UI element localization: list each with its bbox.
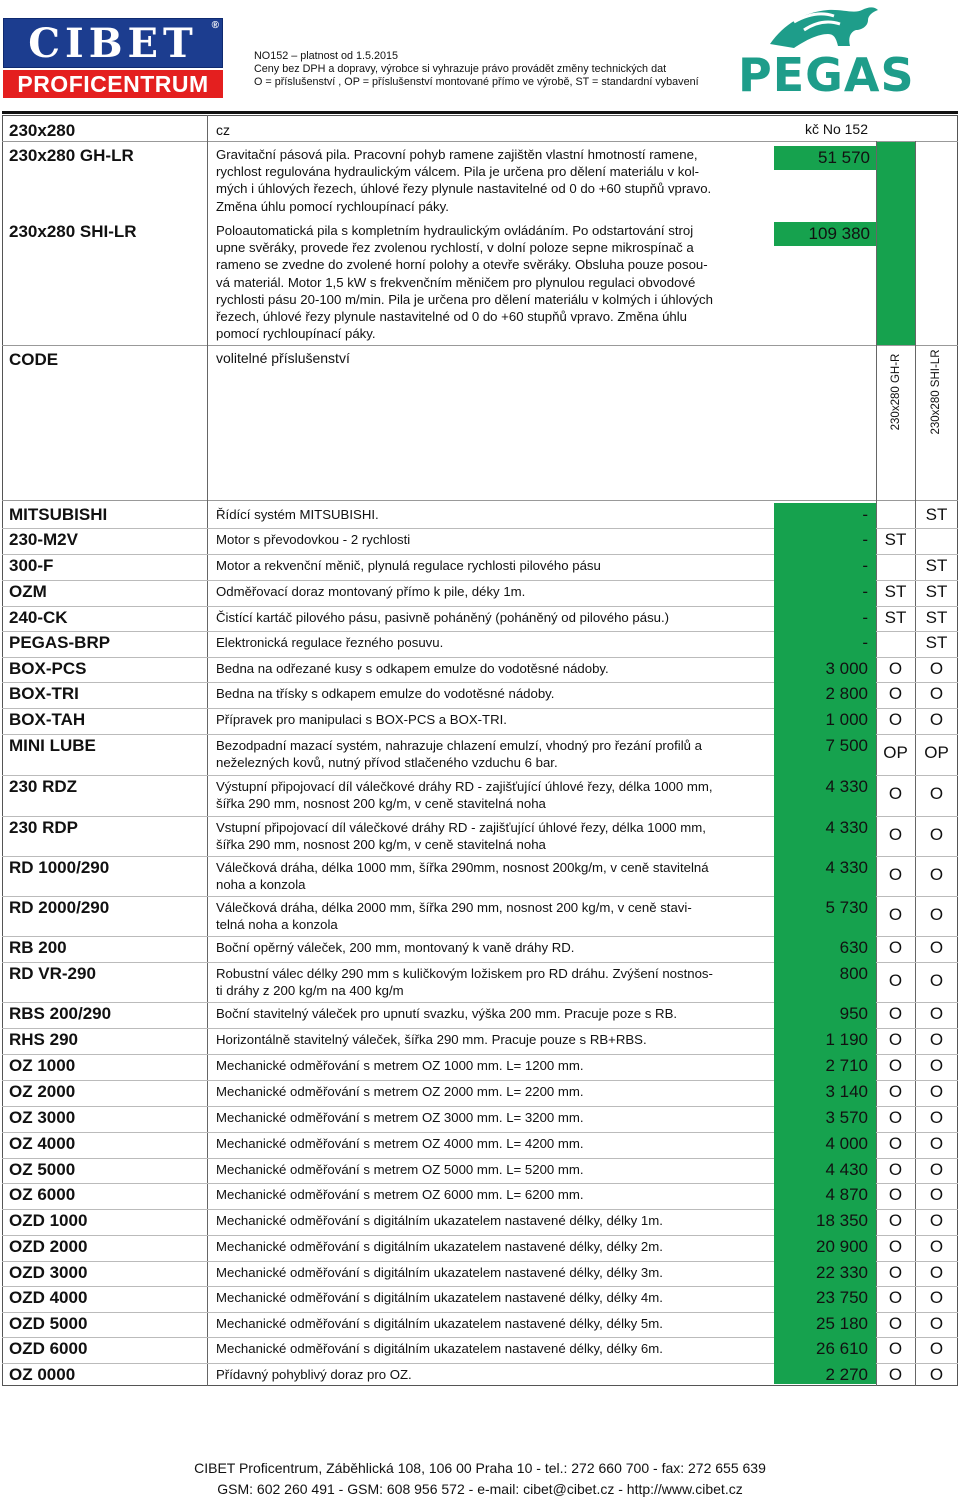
accessory-price: 950 xyxy=(839,1004,868,1023)
accessory-description xyxy=(216,557,601,574)
accessory-description-line: telná noha a konzola xyxy=(216,917,338,933)
accessory-code: OZ 1000 xyxy=(9,1056,76,1075)
shi-availability: O xyxy=(929,1314,944,1333)
accessory-price: 3 000 xyxy=(825,659,868,678)
accessory-description xyxy=(216,965,713,999)
accessory-code: OZM xyxy=(9,582,47,601)
accessory-price: 4 330 xyxy=(825,858,868,877)
accessory-code: OZ 0000 xyxy=(9,1365,76,1384)
accessory-description xyxy=(216,1238,663,1255)
accessory-code: OZ 3000 xyxy=(9,1108,76,1127)
accessory-code: OZD 4000 xyxy=(9,1288,88,1307)
language-label: cz xyxy=(216,122,230,138)
accessory-description-line: Mechanické odměřování s metrem OZ 1000 mm. L= 1200 mm. xyxy=(216,1058,584,1073)
accessory-code: MITSUBISHI xyxy=(9,505,108,524)
accessory-price: 18 350 xyxy=(816,1211,868,1230)
top-rule xyxy=(2,111,958,114)
accessory-description-line: Vstupní připojovací díl válečkové dráhy RD - zajišťující úhlové řezy, délka 1000 mm, xyxy=(216,820,706,835)
gh-availability: O xyxy=(888,1108,903,1127)
currency-label: kč No 152 xyxy=(804,121,868,137)
accessory-description-line: Elektronická regulace řezného posuvu. xyxy=(216,635,444,650)
accessory-description xyxy=(216,1109,584,1126)
accessory-description xyxy=(216,939,574,956)
accessory-description-line: Motor s převodovkou - 2 rychlosti xyxy=(216,532,411,547)
gh-availability: O xyxy=(888,1030,903,1049)
accessory-code: OZD 1000 xyxy=(9,1211,88,1230)
accessory-code: RBS 200/290 xyxy=(9,1004,112,1023)
accessory-code: 230 RDZ xyxy=(9,777,78,796)
shi-availability: O xyxy=(929,1211,944,1230)
accessory-price: 1 190 xyxy=(825,1030,868,1049)
accessory-code: OZD 3000 xyxy=(9,1263,88,1282)
gh-availability: O xyxy=(888,971,903,990)
shi-availability: O xyxy=(929,1056,944,1075)
header-note-3: O = příslušenství , OP = příslušenství montované přímo ve výrobě, ST = standardní vybavení xyxy=(254,76,699,89)
accessory-description-line: Boční stavitelný váleček pro upnutí svazku, výška 200 mm. Pracuje poze s RB. xyxy=(216,1006,678,1021)
proficentrum-text: PROFICENTRUM xyxy=(17,70,209,97)
gh-availability: O xyxy=(888,1160,903,1179)
accessory-price: 26 610 xyxy=(816,1339,868,1358)
gh-availability: O xyxy=(888,1211,903,1230)
horse-head-icon xyxy=(764,4,884,52)
accessory-code: PEGAS-BRP xyxy=(9,633,111,652)
accessory-code: 230 RDP xyxy=(9,818,78,837)
accessory-description-line: Motor a rekvenční měnič, plynulá regulace rychlosti pilového pásu xyxy=(216,558,601,573)
col-line-code xyxy=(207,115,208,1386)
accessory-description xyxy=(216,1289,663,1306)
accessory-code: 300-F xyxy=(9,556,54,575)
accessory-price: 2 800 xyxy=(825,684,868,703)
shi-availability: ST xyxy=(925,556,948,575)
accessory-price: 25 180 xyxy=(816,1314,868,1333)
accessory-price: - xyxy=(862,633,868,652)
code-head-divider xyxy=(2,500,958,501)
shi-availability: O xyxy=(929,1108,944,1127)
gh-availability: O xyxy=(888,1339,903,1358)
model-heading: 230x280 xyxy=(9,121,76,140)
accessory-description-line: Čistící kartáč pilového pásu, pasivně poháněný (poháněný od pilového pásu.) xyxy=(216,610,670,625)
accessory-description-line: Bedna na třísky s odkapem emulze do vodotěsné nádoby. xyxy=(216,686,555,701)
machine-code: 230x280 SHI-LR xyxy=(9,222,137,241)
cibet-logo xyxy=(3,18,223,98)
accessory-code: OZ 4000 xyxy=(9,1134,76,1153)
accessory-description-line: Bezodpadní mazací systém, nahrazuje chlazení emulzí, vhodný pro řezání profilů a xyxy=(216,738,702,753)
accessory-price: - xyxy=(862,556,868,575)
shi-availability: O xyxy=(929,905,944,924)
accessory-description-line: Řídící systém MITSUBISHI. xyxy=(216,507,379,522)
col-heading-shi xyxy=(916,349,956,435)
gh-availability: O xyxy=(888,1004,903,1023)
accessory-code: BOX-TAH xyxy=(9,710,86,729)
registered-mark-icon: ® xyxy=(211,20,219,31)
accessory-description xyxy=(216,1186,584,1203)
header-note-2: Ceny bez DPH a dopravy, výrobce si vyhrazuje právo provádět změny technických dat xyxy=(254,63,667,76)
shi-availability: O xyxy=(929,1237,944,1256)
accessory-price: 4 330 xyxy=(825,818,868,837)
gh-availability: ST xyxy=(884,608,907,627)
shi-availability: O xyxy=(929,1134,944,1153)
gh-column-fill xyxy=(876,141,915,345)
accessory-description-line: Mechanické odměřování s digitálním ukazatelem nastavené délky, délky 4m. xyxy=(216,1290,663,1305)
gh-availability: O xyxy=(888,1314,903,1333)
header-notes xyxy=(254,50,699,90)
accessory-description-line: noha a konzola xyxy=(216,877,306,893)
machine-description-line: pomocí rychloupínací páky. xyxy=(216,326,376,342)
accessory-description-line: Odměřovací doraz montovaný přímo k pile, déky 1m. xyxy=(216,584,526,599)
accessory-description-line: Bedna na odřezané kusy s odkapem emulze do vodotěsné nádoby. xyxy=(216,661,609,676)
accessory-price: 4 430 xyxy=(825,1160,868,1179)
footer-contacts: GSM: 602 260 491 - GSM: 608 956 572 - e-mail: cibet@cibet.cz - http://www.cibet.cz xyxy=(217,1481,743,1497)
accessory-description xyxy=(216,711,507,728)
machine-price: 109 380 xyxy=(774,222,876,246)
accessory-description xyxy=(216,1083,584,1100)
accessory-code: OZD 2000 xyxy=(9,1237,88,1256)
machine-description-line: vá materiál. Motor 1,5 kW s frekvenčním měničem pro plynulou regulaci obvodové xyxy=(216,274,696,290)
accessory-price: - xyxy=(862,505,868,524)
accessory-code: MINI LUBE xyxy=(9,736,96,755)
gh-availability: O xyxy=(888,865,903,884)
accessory-description xyxy=(216,1340,663,1357)
accessory-description-line: Mechanické odměřování s digitálním ukazatelem nastavené délky, délky 2m. xyxy=(216,1239,663,1254)
accessory-description-line: Boční opěrný váleček, 200 mm, montovaný k vaně dráhy RD. xyxy=(216,940,575,955)
accessory-price: 5 730 xyxy=(825,898,868,917)
accessory-description xyxy=(216,634,443,651)
col-heading-gh-label: 230x280 GH-R xyxy=(890,353,902,431)
accessory-code: RD 1000/290 xyxy=(9,858,110,877)
accessory-description-line: Přídavný pohyblivý doraz pro OZ. xyxy=(216,1367,412,1382)
accessory-price: 4 870 xyxy=(825,1185,868,1204)
optional-accessories-heading: volitelné příslušenství xyxy=(216,350,350,366)
gh-availability: ST xyxy=(884,582,907,601)
accessory-description-line: neželezných kovů, nutný přívod stlačeného vzduchu 6 bar. xyxy=(216,755,558,771)
accessory-description xyxy=(216,660,609,677)
accessory-description-line: Robustní válec délky 290 mm s kuličkovým ložiskem pro RD dráhu. Zvýšení nostnos- xyxy=(216,966,713,981)
shi-availability: O xyxy=(929,865,944,884)
gh-availability: O xyxy=(888,1237,903,1256)
accessory-code: OZD 6000 xyxy=(9,1339,88,1358)
gh-availability: O xyxy=(888,938,903,957)
gh-availability: O xyxy=(888,825,903,844)
accessory-code: RB 200 xyxy=(9,938,67,957)
shi-availability: O xyxy=(929,1004,944,1023)
gh-availability: O xyxy=(888,1288,903,1307)
accessory-code: RHS 290 xyxy=(9,1030,78,1049)
shi-availability: O xyxy=(929,1185,944,1204)
shi-availability: ST xyxy=(925,505,948,524)
accessory-description-line: šířka 290 mm, nosnost 200 kg/m, v ceně stavitelná noha xyxy=(216,796,546,812)
gh-availability: O xyxy=(888,710,903,729)
shi-availability: O xyxy=(929,659,944,678)
gh-availability: O xyxy=(888,1056,903,1075)
machine-description-line: Gravitační pásová pila. Pracovní pohyb ramene zajištěn vlastní hmotností ramene, xyxy=(216,147,698,162)
shi-availability: O xyxy=(929,938,944,957)
accessory-price: 1 000 xyxy=(825,710,868,729)
accessory-price: 22 330 xyxy=(816,1263,868,1282)
accessory-price: - xyxy=(862,530,868,549)
accessory-description-line: Horizontálně stavitelný váleček, šířka 290 mm. Pracuje pouze s RB+RBS. xyxy=(216,1032,647,1047)
accessory-price: - xyxy=(862,582,868,601)
machine-description-line: mých i úhlových řezech, úhlové řezy plynule nastavitelné od 0 do +60 stupňů vpravo. xyxy=(216,181,712,197)
accessory-price: 4 330 xyxy=(825,777,868,796)
machine-description-line: Změna úhlu pomocí rychloupínací páky. xyxy=(216,198,449,214)
gh-availability: O xyxy=(888,684,903,703)
gh-availability: O xyxy=(888,1185,903,1204)
gh-availability: O xyxy=(888,1082,903,1101)
accessory-description-line: Mechanické odměřování s metrem OZ 3000 mm. L= 3200 mm. xyxy=(216,1110,584,1125)
accessory-description xyxy=(216,1315,663,1332)
accessory-description xyxy=(216,506,379,523)
machine-description xyxy=(216,146,711,215)
accessory-description-line: Mechanické odměřování s digitálním ukazatelem nastavené délky, délky 6m. xyxy=(216,1341,663,1356)
accessory-description xyxy=(216,737,702,771)
shi-availability: O xyxy=(929,825,944,844)
footer-address: CIBET Proficentrum, Záběhlická 108, 106 00 Praha 10 - tel.: 272 660 700 - fax: 272 655 639 xyxy=(194,1460,766,1476)
shi-availability: ST xyxy=(925,608,948,627)
machine-description-line: rychlost regulována hydraulickým válcem. Pila je určena pro dělení materiálu v kol- xyxy=(216,164,700,180)
accessory-code: OZD 5000 xyxy=(9,1314,88,1333)
accessory-price: 23 750 xyxy=(816,1288,868,1307)
accessory-description xyxy=(216,1005,677,1022)
accessory-description xyxy=(216,609,669,626)
accessory-description-line: Výstupní připojovací díl válečkové dráhy RD - zajišťující úhlové řezy, délka 1000 mm, xyxy=(216,779,713,794)
machine-description-line: Poloautomatická pila s kompletním hydraulickým ovládáním. Po odstartování stroj xyxy=(216,223,694,238)
machine-description-line: rameno se zvedne do zvolené horní polohy a otevře svěráky. Obsluha pouze posou- xyxy=(216,257,708,273)
shi-availability: O xyxy=(929,784,944,803)
cibet-logo-bottom xyxy=(3,70,223,98)
gh-availability: O xyxy=(888,1365,903,1384)
accessory-description xyxy=(216,819,706,853)
accessory-description-line: ti dráhy z 200 kg/m na 400 kg/m xyxy=(216,983,404,999)
accessory-code: OZ 5000 xyxy=(9,1160,76,1179)
accessory-description xyxy=(216,1212,663,1229)
shi-availability: O xyxy=(929,684,944,703)
accessory-price: - xyxy=(862,608,868,627)
accessory-description-line: Válečková dráha, délka 2000 mm, šířka 290 mm, nosnost 200 kg/m, v ceně stavi- xyxy=(216,900,692,915)
accessory-price: 800 xyxy=(839,964,868,983)
machine-description-line: řezech, úhlové řezy plynule nastavitelné od 0 do +60 stupňů vpravo. Změna úhlu xyxy=(216,309,688,325)
gh-availability: O xyxy=(888,905,903,924)
accessory-code: BOX-PCS xyxy=(9,659,87,678)
accessory-description-line: Mechanické odměřování s metrem OZ 4000 mm. L= 4200 mm. xyxy=(216,1136,584,1151)
col-heading-gh xyxy=(876,352,916,432)
accessory-price: 4 000 xyxy=(825,1134,868,1153)
shi-availability: O xyxy=(929,971,944,990)
accessory-description xyxy=(216,859,709,893)
accessory-price: 3 570 xyxy=(825,1108,868,1127)
gh-availability: ST xyxy=(884,530,907,549)
pegas-logo xyxy=(738,4,956,102)
shi-availability: O xyxy=(929,1160,944,1179)
accessory-description-line: Mechanické odměřování s digitálním ukazatelem nastavené délky, délky 3m. xyxy=(216,1265,663,1280)
accessory-description xyxy=(216,1161,584,1178)
code-heading: CODE xyxy=(9,350,59,369)
accessory-code: 230-M2V xyxy=(9,530,78,549)
accessory-price: 630 xyxy=(839,938,868,957)
accessory-description-line: Válečková dráha, délka 1000 mm, šířka 290mm, nosnost 200kg/m, v ceně stavitelná xyxy=(216,860,709,875)
accessory-code: RD VR-290 xyxy=(9,964,96,983)
machine-code: 230x280 GH-LR xyxy=(9,146,134,165)
gh-availability: O xyxy=(888,1263,903,1282)
accessory-price: 2 710 xyxy=(825,1056,868,1075)
accessory-price: 20 900 xyxy=(816,1237,868,1256)
cibet-logo-top xyxy=(3,18,223,68)
accessory-description-line: Přípravek pro manipulaci s BOX-PCS a BOX-TRI. xyxy=(216,712,507,727)
shi-availability: O xyxy=(929,1365,944,1384)
accessory-description-line: Mechanické odměřování s metrem OZ 2000 mm. L= 2200 mm. xyxy=(216,1084,584,1099)
cibet-logo-text: CIBET xyxy=(28,19,198,67)
accessory-description-line: Mechanické odměřování s metrem OZ 5000 mm. L= 5200 mm. xyxy=(216,1162,584,1177)
accessory-description-line: Mechanické odměřování s metrem OZ 6000 mm. L= 6200 mm. xyxy=(216,1187,584,1202)
col-heading-shi-label: 230x280 SHI-LR xyxy=(930,349,942,435)
accessory-description-line: Mechanické odměřování s digitálním ukazatelem nastavené délky, délky 1m. xyxy=(216,1213,663,1228)
machine-description-line: upne svěráky, provede řez zvolenou rychlostí, v dolní poloze sepne mikrospínač a xyxy=(216,240,694,256)
shi-availability: O xyxy=(929,1339,944,1358)
machine-description xyxy=(216,222,713,342)
shi-availability: O xyxy=(929,1288,944,1307)
accessory-description xyxy=(216,531,410,548)
accessory-description xyxy=(216,685,554,702)
shi-availability: OP xyxy=(924,743,949,762)
machine-description-line: rychlosti pásu 20-100 m/min. Pila je určena pro dělení materiálu v kolmých i úhlových xyxy=(216,291,713,307)
header-note-1: NO152 – platnost od 1.5.2015 xyxy=(254,50,399,62)
accessory-description xyxy=(216,1366,412,1383)
accessory-description xyxy=(216,1135,584,1152)
accessory-code: BOX-TRI xyxy=(9,684,79,703)
accessory-price: 7 500 xyxy=(825,736,868,755)
shi-availability: ST xyxy=(925,633,948,652)
accessory-description xyxy=(216,1031,647,1048)
gh-availability: O xyxy=(888,659,903,678)
machine-price: 51 570 xyxy=(774,146,876,170)
accessory-price: 3 140 xyxy=(825,1082,868,1101)
accessory-description xyxy=(216,778,713,812)
shi-availability: O xyxy=(929,710,944,729)
shi-availability: ST xyxy=(925,582,948,601)
accessory-description xyxy=(216,1264,663,1281)
shi-availability: O xyxy=(929,1263,944,1282)
accessory-code: RD 2000/290 xyxy=(9,898,110,917)
gh-availability: O xyxy=(888,784,903,803)
header-divider xyxy=(2,141,958,142)
accessory-description-line: šířka 290 mm, nosnost 200 kg/m, v ceně stavitelná noha xyxy=(216,837,546,853)
accessory-description xyxy=(216,899,692,933)
accessory-description-line: Mechanické odměřování s digitálním ukazatelem nastavené délky, délky 5m. xyxy=(216,1316,663,1331)
gh-availability: O xyxy=(888,1134,903,1153)
accessory-code: 240-CK xyxy=(9,608,68,627)
gh-availability: OP xyxy=(883,743,908,762)
accessory-description xyxy=(216,583,525,600)
accessory-code: OZ 2000 xyxy=(9,1082,76,1101)
shi-availability: O xyxy=(929,1082,944,1101)
machines-divider xyxy=(2,345,958,346)
accessory-code: OZ 6000 xyxy=(9,1185,76,1204)
pegas-wordmark: PEGAS xyxy=(738,48,915,102)
shi-availability: O xyxy=(929,1030,944,1049)
accessory-price: 2 270 xyxy=(825,1365,868,1384)
accessory-description xyxy=(216,1057,584,1074)
